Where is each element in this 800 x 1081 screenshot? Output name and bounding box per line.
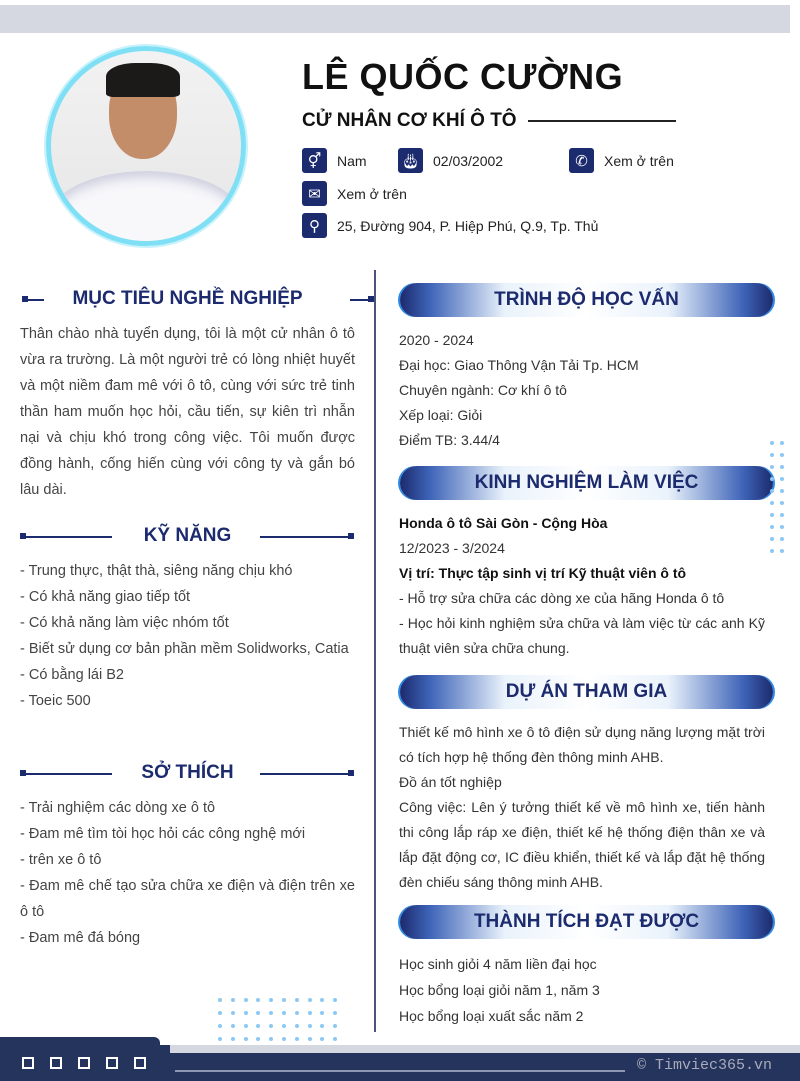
dot [282,1011,286,1015]
experience-details [399,511,765,661]
dot [295,1024,299,1028]
dot [244,1024,248,1028]
objective-heading [20,288,355,312]
candidate-title: CỬ NHÂN CƠ KHÍ Ô TÔ [302,110,517,131]
column-divider [374,270,376,1032]
dot [770,549,774,553]
dot [333,1024,337,1028]
decorative-dots [218,998,346,1041]
birthday-cake-icon: 🎂︎ [398,148,423,173]
top-bar [0,5,790,33]
dot [770,501,774,505]
address-value: 25, Đường 904, P. Hiệp Phú, Q.9, Tp. Thủ [337,217,599,234]
hobby-item: - Đam mê tìm tòi học hỏi các công nghệ mới [20,826,306,842]
education-line: Chuyên ngành: Cơ khí ô tô [399,382,567,398]
phone-value: Xem ở trên [604,152,674,169]
dot [780,477,784,481]
dot [333,998,337,1002]
experience-heading [400,466,773,500]
dot [308,1024,312,1028]
birthday-value: 02/03/2002 [433,152,504,169]
period: 12/2023 - 3/2024 [399,540,505,556]
dot [218,998,222,1002]
birthday-info [398,148,503,173]
dot [231,1011,235,1015]
education-line: Điểm TB: 3.44/4 [399,432,500,448]
dot [218,1024,222,1028]
dot [780,513,784,517]
projects-heading-text: DỰ ÁN THAM GIA [505,681,668,702]
dot [333,1011,337,1015]
skill-item: - Toeic 500 [20,693,91,709]
hobbies-list [20,795,355,951]
task: - Học hỏi kinh nghiệm sửa chữa và làm việc từ các anh Kỹ thuật viên sửa chữa chung. [399,615,765,656]
education-heading [400,283,773,317]
dot [770,537,774,541]
dot [282,1024,286,1028]
footer [0,1045,800,1081]
hobby-item: - Đam mê đá bóng [20,930,141,946]
skill-item: - Có khả năng làm việc nhóm tốt [20,615,229,631]
title-divider [528,120,676,122]
candidate-name: LÊ QUỐC CƯỜNG [302,56,624,97]
location-pin-icon: ⚲ [302,213,327,238]
dot [320,1037,324,1041]
dot [333,1037,337,1041]
dot [269,998,273,1002]
dot [282,1037,286,1041]
dot [320,998,324,1002]
dot [308,1011,312,1015]
skill-item: - Trung thực, thật thà, siêng năng chịu khó [20,563,293,579]
company: Honda ô tô Sài Gòn - Cộng Hòa [399,515,608,531]
dot [256,1024,260,1028]
hobby-item: - trên xe ô tô [20,852,102,868]
skill-item: - Biết sử dụng cơ bản phần mềm Solidworks, Catia [20,641,349,657]
dot [770,477,774,481]
gender-icon: ⚥ [302,148,327,173]
objective-heading-text: MỤC TIÊU NGHỀ NGHIỆP [72,288,303,309]
dot [295,1011,299,1015]
dot [320,1024,324,1028]
gender-info [302,148,367,173]
phone-icon: ✆ [569,148,594,173]
dot [256,1037,260,1041]
dot [308,998,312,1002]
skills-heading [20,525,355,549]
dot [780,441,784,445]
dot [295,998,299,1002]
projects-heading [400,675,773,709]
phone-info [569,148,674,173]
achievement-item: Học bổng loại xuất sắc năm 2 [399,1008,584,1024]
position: Vị trí: Thực tập sinh vị trí Kỹ thuật viên ô tô [399,565,687,581]
hobby-item: - Trải nghiệm các dòng xe ô tô [20,800,216,816]
dot [320,1011,324,1015]
dot [218,1037,222,1041]
address-info [302,213,598,238]
dot [256,998,260,1002]
task: - Hỗ trợ sửa chữa các dòng xe của hãng Honda ô tô [399,590,725,606]
dot [770,441,774,445]
experience-heading-text: KINH NGHIỆM LÀM VIỆC [474,472,699,493]
dot [780,465,784,469]
achievements-heading [400,905,773,939]
skill-item: - Có khả năng giao tiếp tốt [20,589,191,605]
dot [231,1037,235,1041]
decorative-dots [770,441,790,553]
project-line: Đồ án tốt nghiệp [399,774,502,790]
gender-value: Nam [337,152,367,169]
education-heading-text: TRÌNH ĐỘ HỌC VẤN [494,289,679,310]
dot [780,453,784,457]
email-value: Xem ở trên [337,185,407,202]
hobby-item: - Đam mê chế tạo sửa chữa xe điện và điện trên xe ô tô [20,878,355,920]
dot [308,1037,312,1041]
dot [244,1037,248,1041]
dot [282,998,286,1002]
dot [780,525,784,529]
dot [780,537,784,541]
dot [770,489,774,493]
footer-squares [22,1057,146,1069]
dot [780,549,784,553]
dot [218,1011,222,1015]
achievement-item: Học bổng loại giỏi năm 1, năm 3 [399,982,600,998]
hobbies-heading [20,762,355,786]
dot [770,525,774,529]
education-line: Xếp loại: Giỏi [399,407,483,423]
objective-text: Thân chào nhà tuyển dụng, tôi là một cử nhân ô tô vừa ra trường. Là một người trẻ có lòng nhiệt huyết và một niềm đam mê với ô tô, cùng với sức trẻ tinh thần ham muốn học hỏi, cầu tiến, sự kiên trì nhẫn nại và chịu khó trong công việc. Tôi muốn được đồng hành, cống hiến cùng với công ty và gắn bó lâu dài. [20,326,355,498]
dot [770,513,774,517]
dot [770,453,774,457]
dot [295,1037,299,1041]
dot [780,501,784,505]
project-line: Công việc: Lên ý tưởng thiết kế về mô hình xe, tiến hành thi công lắp ráp xe điện, thiết kế hệ thống điện thân xe và lắp đặt động cơ, IC điều khiển, thiết kế và lắp đặt hệ thống đèn chiếu sáng thông minh AHB. [399,799,765,890]
skills-list [20,558,355,714]
education-line: 2020 - 2024 [399,332,474,348]
project-line: Thiết kế mô hình xe ô tô điện sử dụng năng lượng mặt trời có tích hợp hệ thống đèn thông minh AHB. [399,724,765,765]
skills-heading-text: KỸ NĂNG [143,525,232,546]
dot [256,1011,260,1015]
achievement-item: Học sinh giỏi 4 năm liền đại học [399,956,597,972]
achievements-list [399,951,765,1029]
achievements-heading-text: THÀNH TÍCH ĐẠT ĐƯỢC [473,911,700,932]
dot [269,1037,273,1041]
dot [244,1011,248,1015]
education-line: Đại học: Giao Thông Vận Tải Tp. HCM [399,357,639,373]
hobbies-heading-text: SỞ THÍCH [141,762,234,783]
dot [231,998,235,1002]
profile-photo [46,46,246,246]
education-details [399,328,765,453]
dot [244,998,248,1002]
dot [231,1024,235,1028]
dot [780,489,784,493]
projects-details [399,720,765,895]
dot [770,465,774,469]
skill-item: - Có bằng lái B2 [20,667,124,683]
dot [269,1024,273,1028]
email-info [302,181,407,206]
email-icon: ✉ [302,181,327,206]
copyright: © Timviec365.vn [636,1057,772,1074]
dot [269,1011,273,1015]
